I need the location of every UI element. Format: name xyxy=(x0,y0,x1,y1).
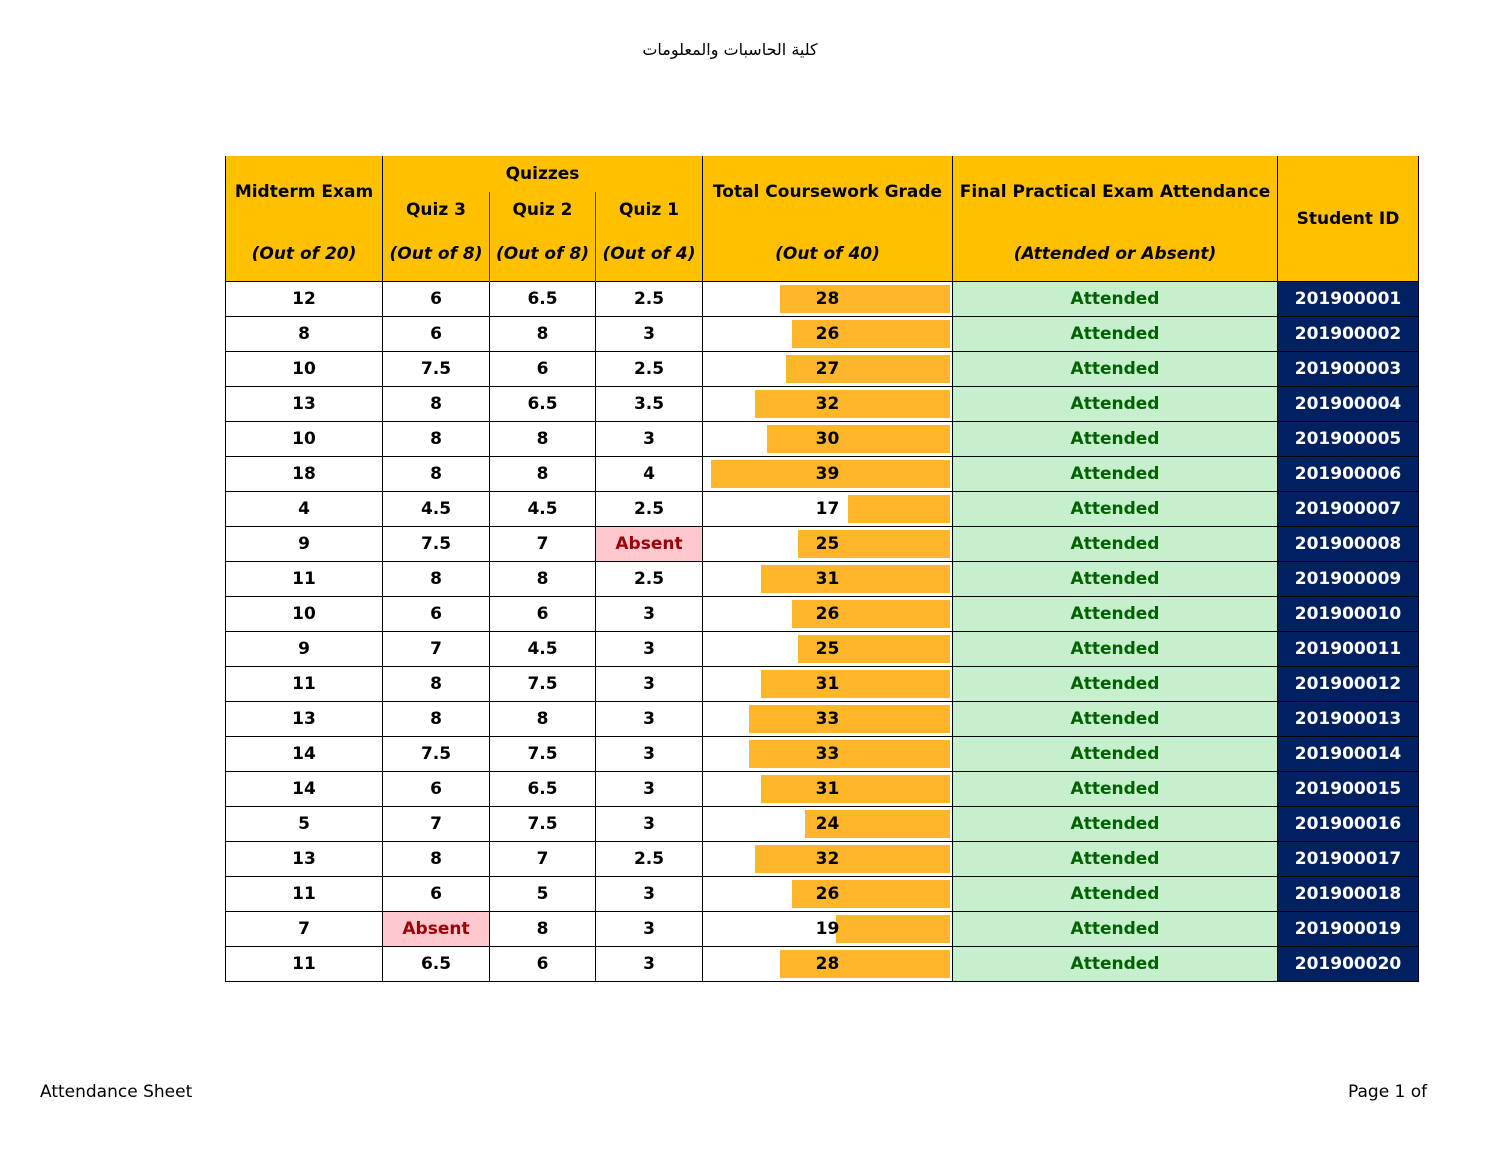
header-quiz3: Quiz 3 xyxy=(383,192,490,227)
cell-midterm: 10 xyxy=(226,352,383,387)
total-value: 33 xyxy=(815,709,840,729)
header-total-sub: (Out of 40) xyxy=(703,227,953,282)
cell-student-id: 201900005 xyxy=(1278,422,1419,457)
table-row xyxy=(226,807,1419,842)
header-final-sub: (Attended or Absent) xyxy=(953,227,1278,282)
header-quiz2-sub: (Out of 8) xyxy=(490,227,596,282)
total-data-bar xyxy=(780,285,950,313)
cell-quiz2: 5 xyxy=(490,877,596,912)
cell-total xyxy=(703,597,953,632)
cell-total xyxy=(703,667,953,702)
header-quizzes: Quizzes xyxy=(383,156,703,192)
cell-final-attendance: Attended xyxy=(953,492,1278,527)
header-midterm-sub: (Out of 20) xyxy=(226,227,383,282)
header-midterm: Midterm Exam xyxy=(226,156,383,227)
cell-student-id: 201900020 xyxy=(1278,947,1419,982)
cell-total xyxy=(703,947,953,982)
table-row xyxy=(226,492,1419,527)
header-student-id: Student ID xyxy=(1278,156,1419,282)
cell-total xyxy=(703,877,953,912)
grades-table-body xyxy=(226,282,1419,982)
header-quiz2: Quiz 2 xyxy=(490,192,596,227)
table-row xyxy=(226,352,1419,387)
cell-final-attendance: Attended xyxy=(953,387,1278,422)
cell-quiz3: 6 xyxy=(383,772,490,807)
cell-midterm: 13 xyxy=(226,702,383,737)
table-row xyxy=(226,282,1419,317)
cell-student-id: 201900011 xyxy=(1278,632,1419,667)
cell-quiz3: 6 xyxy=(383,877,490,912)
cell-total xyxy=(703,492,953,527)
cell-quiz3: 7.5 xyxy=(383,737,490,772)
cell-midterm: 5 xyxy=(226,807,383,842)
cell-quiz2: 8 xyxy=(490,912,596,947)
cell-quiz2: 4.5 xyxy=(490,632,596,667)
header-quiz1-sub: (Out of 4) xyxy=(596,227,703,282)
total-data-bar xyxy=(836,915,950,943)
cell-quiz3: 8 xyxy=(383,422,490,457)
cell-student-id: 201900001 xyxy=(1278,282,1419,317)
cell-quiz2: 7.5 xyxy=(490,737,596,772)
cell-quiz2: 8 xyxy=(490,562,596,597)
cell-student-id: 201900015 xyxy=(1278,772,1419,807)
cell-final-attendance: Attended xyxy=(953,737,1278,772)
table-row xyxy=(226,387,1419,422)
cell-total xyxy=(703,842,953,877)
cell-quiz1: 3 xyxy=(596,877,703,912)
cell-total xyxy=(703,562,953,597)
cell-total xyxy=(703,282,953,317)
cell-quiz2: 6 xyxy=(490,947,596,982)
cell-quiz1: 3 xyxy=(596,947,703,982)
total-data-bar xyxy=(761,670,950,698)
cell-midterm: 11 xyxy=(226,667,383,702)
total-value: 26 xyxy=(815,884,840,904)
cell-final-attendance: Attended xyxy=(953,912,1278,947)
cell-final-attendance: Attended xyxy=(953,282,1278,317)
cell-quiz3: 7.5 xyxy=(383,352,490,387)
cell-quiz3: 7 xyxy=(383,807,490,842)
cell-quiz3: 6 xyxy=(383,317,490,352)
total-data-bar xyxy=(749,740,950,768)
total-data-bar xyxy=(761,775,950,803)
cell-student-id: 201900006 xyxy=(1278,457,1419,492)
cell-quiz1: 3 xyxy=(596,422,703,457)
cell-quiz2: 7.5 xyxy=(490,667,596,702)
total-value: 26 xyxy=(815,324,840,344)
cell-quiz1: 3 xyxy=(596,702,703,737)
cell-midterm: 11 xyxy=(226,877,383,912)
cell-midterm: 14 xyxy=(226,772,383,807)
cell-quiz2: 7 xyxy=(490,527,596,562)
cell-quiz2: 8 xyxy=(490,317,596,352)
cell-quiz2: 6.5 xyxy=(490,387,596,422)
cell-total xyxy=(703,632,953,667)
total-value: 39 xyxy=(815,464,840,484)
cell-final-attendance: Attended xyxy=(953,317,1278,352)
total-data-bar xyxy=(780,950,950,978)
cell-quiz1: 2.5 xyxy=(596,352,703,387)
total-value: 19 xyxy=(815,919,840,939)
cell-midterm: 14 xyxy=(226,737,383,772)
total-value: 25 xyxy=(815,639,840,659)
total-value: 31 xyxy=(815,779,840,799)
cell-midterm: 10 xyxy=(226,597,383,632)
header-total: Total Coursework Grade xyxy=(703,156,953,227)
table-row xyxy=(226,527,1419,562)
table-row xyxy=(226,317,1419,352)
cell-quiz1: 3 xyxy=(596,667,703,702)
cell-quiz3: 8 xyxy=(383,457,490,492)
cell-quiz1: 3 xyxy=(596,807,703,842)
cell-quiz3: 7 xyxy=(383,632,490,667)
total-data-bar xyxy=(761,565,950,593)
cell-student-id: 201900008 xyxy=(1278,527,1419,562)
cell-quiz3: 8 xyxy=(383,842,490,877)
cell-total xyxy=(703,737,953,772)
cell-quiz2: 7.5 xyxy=(490,807,596,842)
cell-midterm: 9 xyxy=(226,527,383,562)
cell-midterm: 13 xyxy=(226,387,383,422)
cell-final-attendance: Attended xyxy=(953,632,1278,667)
cell-quiz2: 6 xyxy=(490,597,596,632)
cell-final-attendance: Attended xyxy=(953,877,1278,912)
total-value: 31 xyxy=(815,569,840,589)
cell-quiz1: 2.5 xyxy=(596,492,703,527)
cell-quiz1: 2.5 xyxy=(596,282,703,317)
cell-quiz3: Absent xyxy=(383,912,490,947)
cell-midterm: 18 xyxy=(226,457,383,492)
cell-total xyxy=(703,912,953,947)
header-quiz3-sub: (Out of 8) xyxy=(383,227,490,282)
total-data-bar xyxy=(767,425,950,453)
cell-quiz2: 7 xyxy=(490,842,596,877)
table-row xyxy=(226,737,1419,772)
cell-quiz2: 8 xyxy=(490,702,596,737)
total-value: 28 xyxy=(815,289,840,309)
cell-total xyxy=(703,317,953,352)
cell-quiz1: 4 xyxy=(596,457,703,492)
total-value: 32 xyxy=(815,394,840,414)
cell-final-attendance: Attended xyxy=(953,457,1278,492)
table-row xyxy=(226,457,1419,492)
cell-quiz2: 8 xyxy=(490,457,596,492)
cell-quiz1: Absent xyxy=(596,527,703,562)
cell-final-attendance: Attended xyxy=(953,772,1278,807)
total-data-bar xyxy=(848,495,950,523)
cell-total xyxy=(703,772,953,807)
header-quiz1: Quiz 1 xyxy=(596,192,703,227)
cell-quiz2: 6.5 xyxy=(490,772,596,807)
table-row xyxy=(226,772,1419,807)
cell-student-id: 201900002 xyxy=(1278,317,1419,352)
cell-total xyxy=(703,457,953,492)
total-value: 33 xyxy=(815,744,840,764)
table-row xyxy=(226,667,1419,702)
cell-midterm: 7 xyxy=(226,912,383,947)
page-header-title: كلية الحاسبات والمعلومات xyxy=(642,40,818,59)
cell-total xyxy=(703,352,953,387)
total-data-bar xyxy=(755,845,950,873)
table-row xyxy=(226,842,1419,877)
grades-table xyxy=(225,156,1419,982)
cell-student-id: 201900017 xyxy=(1278,842,1419,877)
cell-student-id: 201900013 xyxy=(1278,702,1419,737)
cell-quiz2: 6 xyxy=(490,352,596,387)
cell-student-id: 201900019 xyxy=(1278,912,1419,947)
total-data-bar xyxy=(749,705,950,733)
total-value: 27 xyxy=(815,359,840,379)
table-row xyxy=(226,597,1419,632)
total-data-bar xyxy=(755,390,950,418)
cell-student-id: 201900018 xyxy=(1278,877,1419,912)
footer-page-number: Page 1 of xyxy=(1348,1082,1428,1102)
cell-midterm: 8 xyxy=(226,317,383,352)
cell-total xyxy=(703,807,953,842)
cell-total xyxy=(703,387,953,422)
cell-quiz3: 4.5 xyxy=(383,492,490,527)
cell-quiz1: 3 xyxy=(596,737,703,772)
total-value: 32 xyxy=(815,849,840,869)
cell-final-attendance: Attended xyxy=(953,597,1278,632)
cell-quiz1: 2.5 xyxy=(596,562,703,597)
cell-quiz3: 6 xyxy=(383,597,490,632)
total-value: 31 xyxy=(815,674,840,694)
cell-midterm: 12 xyxy=(226,282,383,317)
cell-final-attendance: Attended xyxy=(953,947,1278,982)
cell-midterm: 9 xyxy=(226,632,383,667)
cell-final-attendance: Attended xyxy=(953,702,1278,737)
cell-student-id: 201900004 xyxy=(1278,387,1419,422)
cell-final-attendance: Attended xyxy=(953,807,1278,842)
table-row xyxy=(226,947,1419,982)
cell-quiz3: 8 xyxy=(383,562,490,597)
footer-sheet-title: Attendance Sheet xyxy=(40,1082,193,1102)
cell-final-attendance: Attended xyxy=(953,352,1278,387)
cell-student-id: 201900010 xyxy=(1278,597,1419,632)
cell-quiz3: 8 xyxy=(383,387,490,422)
cell-student-id: 201900009 xyxy=(1278,562,1419,597)
total-value: 25 xyxy=(815,534,840,554)
cell-midterm: 10 xyxy=(226,422,383,457)
cell-quiz3: 8 xyxy=(383,667,490,702)
total-value: 30 xyxy=(815,429,840,449)
cell-quiz1: 3 xyxy=(596,317,703,352)
cell-midterm: 13 xyxy=(226,842,383,877)
cell-quiz1: 3.5 xyxy=(596,387,703,422)
total-value: 28 xyxy=(815,954,840,974)
table-row xyxy=(226,912,1419,947)
cell-total xyxy=(703,527,953,562)
cell-final-attendance: Attended xyxy=(953,667,1278,702)
cell-final-attendance: Attended xyxy=(953,422,1278,457)
cell-student-id: 201900003 xyxy=(1278,352,1419,387)
cell-quiz2: 6.5 xyxy=(490,282,596,317)
cell-student-id: 201900007 xyxy=(1278,492,1419,527)
table-row xyxy=(226,422,1419,457)
cell-student-id: 201900014 xyxy=(1278,737,1419,772)
cell-final-attendance: Attended xyxy=(953,842,1278,877)
header-final: Final Practical Exam Attendance xyxy=(953,156,1278,227)
cell-quiz3: 7.5 xyxy=(383,527,490,562)
grades-table-header xyxy=(226,156,1419,282)
cell-final-attendance: Attended xyxy=(953,562,1278,597)
cell-quiz1: 3 xyxy=(596,912,703,947)
table-row xyxy=(226,877,1419,912)
total-data-bar xyxy=(786,355,950,383)
total-value: 24 xyxy=(815,814,840,834)
cell-final-attendance: Attended xyxy=(953,527,1278,562)
cell-quiz3: 6.5 xyxy=(383,947,490,982)
cell-midterm: 11 xyxy=(226,562,383,597)
cell-student-id: 201900012 xyxy=(1278,667,1419,702)
table-row xyxy=(226,702,1419,737)
table-row xyxy=(226,632,1419,667)
cell-quiz2: 8 xyxy=(490,422,596,457)
cell-quiz2: 4.5 xyxy=(490,492,596,527)
cell-quiz3: 6 xyxy=(383,282,490,317)
total-value: 17 xyxy=(815,499,840,519)
table-row xyxy=(226,562,1419,597)
cell-midterm: 4 xyxy=(226,492,383,527)
cell-midterm: 11 xyxy=(226,947,383,982)
cell-quiz1: 3 xyxy=(596,632,703,667)
cell-total xyxy=(703,702,953,737)
total-value: 26 xyxy=(815,604,840,624)
cell-quiz1: 3 xyxy=(596,772,703,807)
cell-quiz1: 3 xyxy=(596,597,703,632)
cell-total xyxy=(703,422,953,457)
cell-student-id: 201900016 xyxy=(1278,807,1419,842)
cell-quiz3: 8 xyxy=(383,702,490,737)
cell-quiz1: 2.5 xyxy=(596,842,703,877)
